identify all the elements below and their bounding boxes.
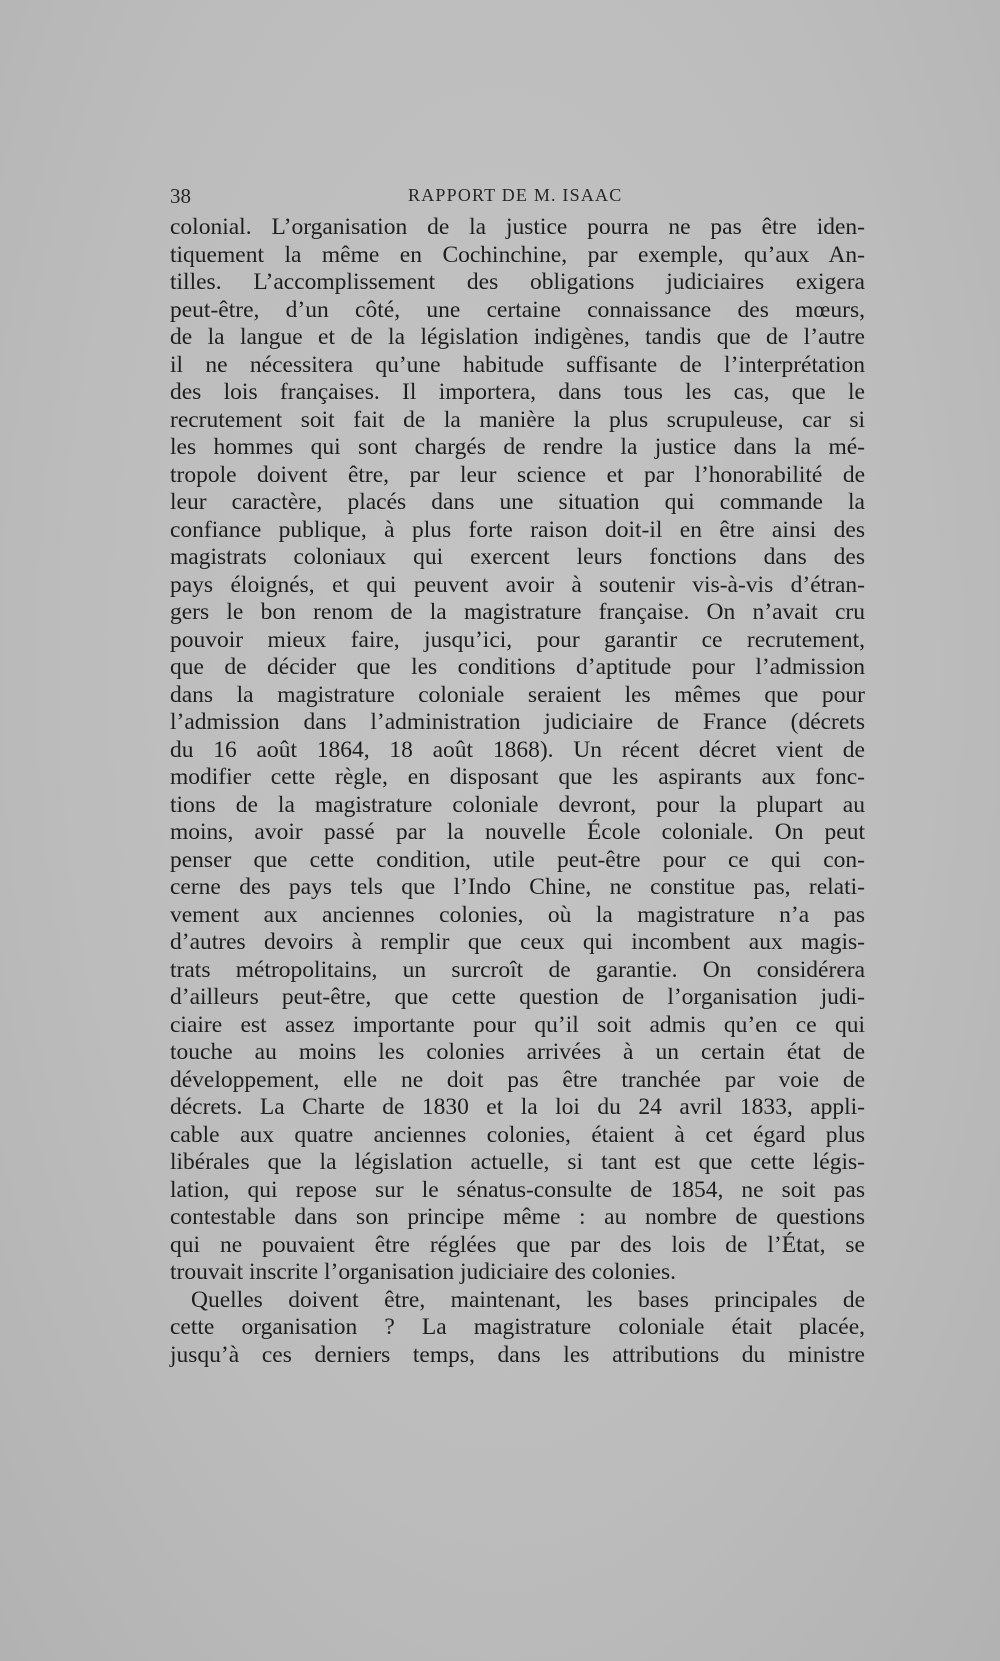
text-line: Quelles doivent être, maintenant, les bases principales de: [191, 1286, 865, 1313]
text-line: cable aux quatre anciennes colonies, étaient à cet égard plus: [170, 1121, 865, 1148]
text-line: contestable dans son principe même : au nombre de questions: [170, 1204, 865, 1230]
text-line: du 16 août 1864, 18 août 1868). Un récent décret vient de: [170, 736, 865, 763]
text-line: trouvait inscrite l’organisation judiciaire des colonies.: [170, 1259, 676, 1285]
text-line: cerne des pays tels que l’Indo Chine, ne constitue pas, relati-: [170, 874, 865, 900]
text-line: ciaire est assez importante pour qu’il soit admis qu’en ce qui: [170, 1011, 865, 1038]
text-line: tropole doivent être, par leur science et par l’honorabilité de: [170, 461, 865, 488]
text-line: leur caractère, placés dans une situation qui commande la: [170, 489, 865, 515]
text-line: jusqu’à ces derniers temps, dans les attributions du ministre: [170, 1341, 865, 1368]
text-line: des lois françaises. Il importera, dans tous les cas, que le: [170, 379, 865, 405]
text-line: que de décider que les conditions d’aptitude pour l’admission: [170, 654, 865, 680]
text-line: dans la magistrature coloniale seraient les mêmes que pour: [170, 681, 865, 708]
running-title: RAPPORT DE M. ISAAC: [408, 185, 623, 205]
text-line: l’admission dans l’administration judiciaire de France (décrets: [170, 709, 865, 735]
page-header: [170, 184, 865, 208]
text-line: décrets. La Charte de 1830 et la loi du 24 avril 1833, appli-: [170, 1094, 865, 1120]
text-line: vement aux anciennes colonies, où la magistrature n’a pas: [170, 901, 865, 928]
text-line: qui ne pouvaient être réglées que par des lois de l’État, se: [170, 1231, 865, 1258]
text-line: il ne nécessitera qu’une habitude suffisante de l’interprétation: [170, 351, 865, 378]
text-line: touche au moins les colonies arrivées à un certain état de: [170, 1039, 865, 1065]
text-line: gers le bon renom de la magistrature française. On n’avait cru: [170, 599, 865, 625]
text-line: pouvoir mieux faire, jusqu’ici, pour garantir ce recrutement,: [170, 626, 865, 653]
text-line: trats métropolitains, un surcroît de garantie. On considérera: [170, 956, 865, 983]
text-line: modifier cette règle, en disposant que les aspirants aux fonc-: [170, 764, 865, 790]
text-line: penser que cette condition, utile peut-être pour ce qui con-: [170, 846, 865, 873]
text-line: confiance publique, à plus forte raison doit-il en être ainsi des: [170, 516, 865, 543]
text-line: d’autres devoirs à remplir que ceux qui incombent aux magis-: [170, 929, 865, 955]
text-line: développement, elle ne doit pas être tranchée par voie de: [170, 1066, 865, 1093]
text-line: tions de la magistrature coloniale devront, pour la plupart au: [170, 791, 865, 818]
text-line: colonial. L’organisation de la justice pourra ne pas être iden-: [170, 214, 865, 240]
text-line: moins, avoir passé par la nouvelle École coloniale. On peut: [170, 819, 865, 845]
text-line: cette organisation ? La magistrature coloniale était placée,: [170, 1314, 865, 1340]
text-line: recrutement soit fait de la manière la plus scrupuleuse, car si: [170, 406, 865, 433]
text-line: lation, qui repose sur le sénatus-consulte de 1854, ne soit pas: [170, 1176, 865, 1203]
page-number: 38: [170, 184, 191, 208]
body-text: [170, 214, 865, 1369]
text-line: tilles. L’accomplissement des obligations judiciaires exigera: [170, 269, 865, 295]
text-line: les hommes qui sont chargés de rendre la justice dans la mé-: [170, 434, 865, 460]
text-line: pays éloignés, et qui peuvent avoir à soutenir vis-à-vis d’étran-: [170, 571, 865, 598]
text-line: magistrats coloniaux qui exercent leurs fonctions dans des: [170, 544, 865, 570]
text-line: libérales que la législation actuelle, si tant est que cette légis-: [170, 1149, 865, 1175]
text-line: tiquement la même en Cochinchine, par exemple, qu’aux An-: [170, 241, 865, 268]
text-line: de la langue et de la législation indigènes, tandis que de l’autre: [170, 324, 865, 350]
text-line: peut-être, d’un côté, une certaine connaissance des mœurs,: [170, 296, 865, 323]
text-line: d’ailleurs peut-être, que cette question de l’organisation judi-: [170, 984, 865, 1010]
